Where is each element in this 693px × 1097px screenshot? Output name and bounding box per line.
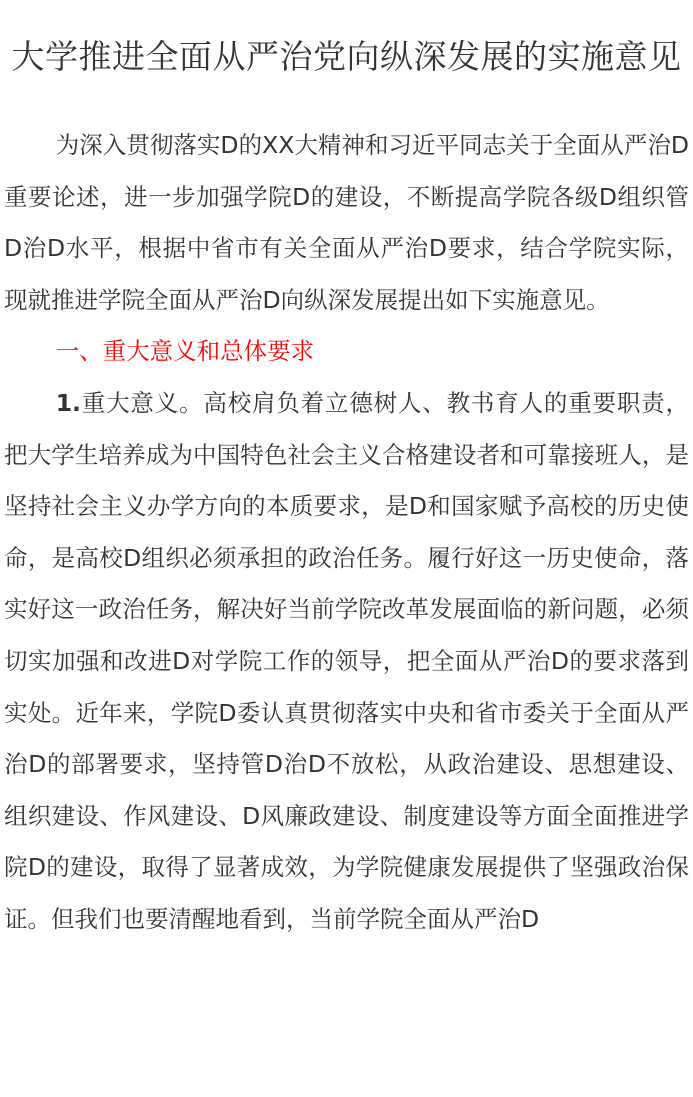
item-1-number: 1.	[55, 388, 81, 417]
section-heading: 一、重大意义和总体要求	[55, 337, 315, 366]
item-1-paragraph	[4, 378, 689, 946]
document-body	[4, 120, 689, 946]
document-title: 大学推进全面从严治党向纵深发展的实施意见	[11, 37, 682, 76]
intro-paragraph: 为深入贯彻落实D的XX大精神和习近平同志关于全面从严治D重要论述，进一步加强学院D的建设，不断提高学院各级D组织管D治D水平，根据中省市有关全面从严治D要求，结合学院实际，现就推进学院全面从严治D向纵深发展提出如下实施意见。	[4, 131, 689, 314]
item-1-text: 重大意义。高校肩负着立德树人、教书育人的重要职责，把大学生培养成为中国特色社会主义合格建设者和可靠接班人，是坚持社会主义办学方向的本质要求，是D和国家赋予高校的历史使命，是高校D组织必须承担的政治任务。履行好这一历史使命，落实好这一政治任务，解决好当前学院改革发展面临的新问题，必须切实加强和改进D对学院工作的领导，把全面从严治D的要求落到实处。近年来，学院D委认真贯彻落实中央和省市委关于全面从严治D的部署要求，坚持管D治D不放松，从政治建设、思想建设、组织建设、作风建设、D风廉政建设、制度建设等方面全面推进学院D的建设，取得了显著成效，为学院健康发展提供了坚强政治保证。但我们也要清醒地看到，当前学院全面从严治D	[4, 388, 689, 933]
